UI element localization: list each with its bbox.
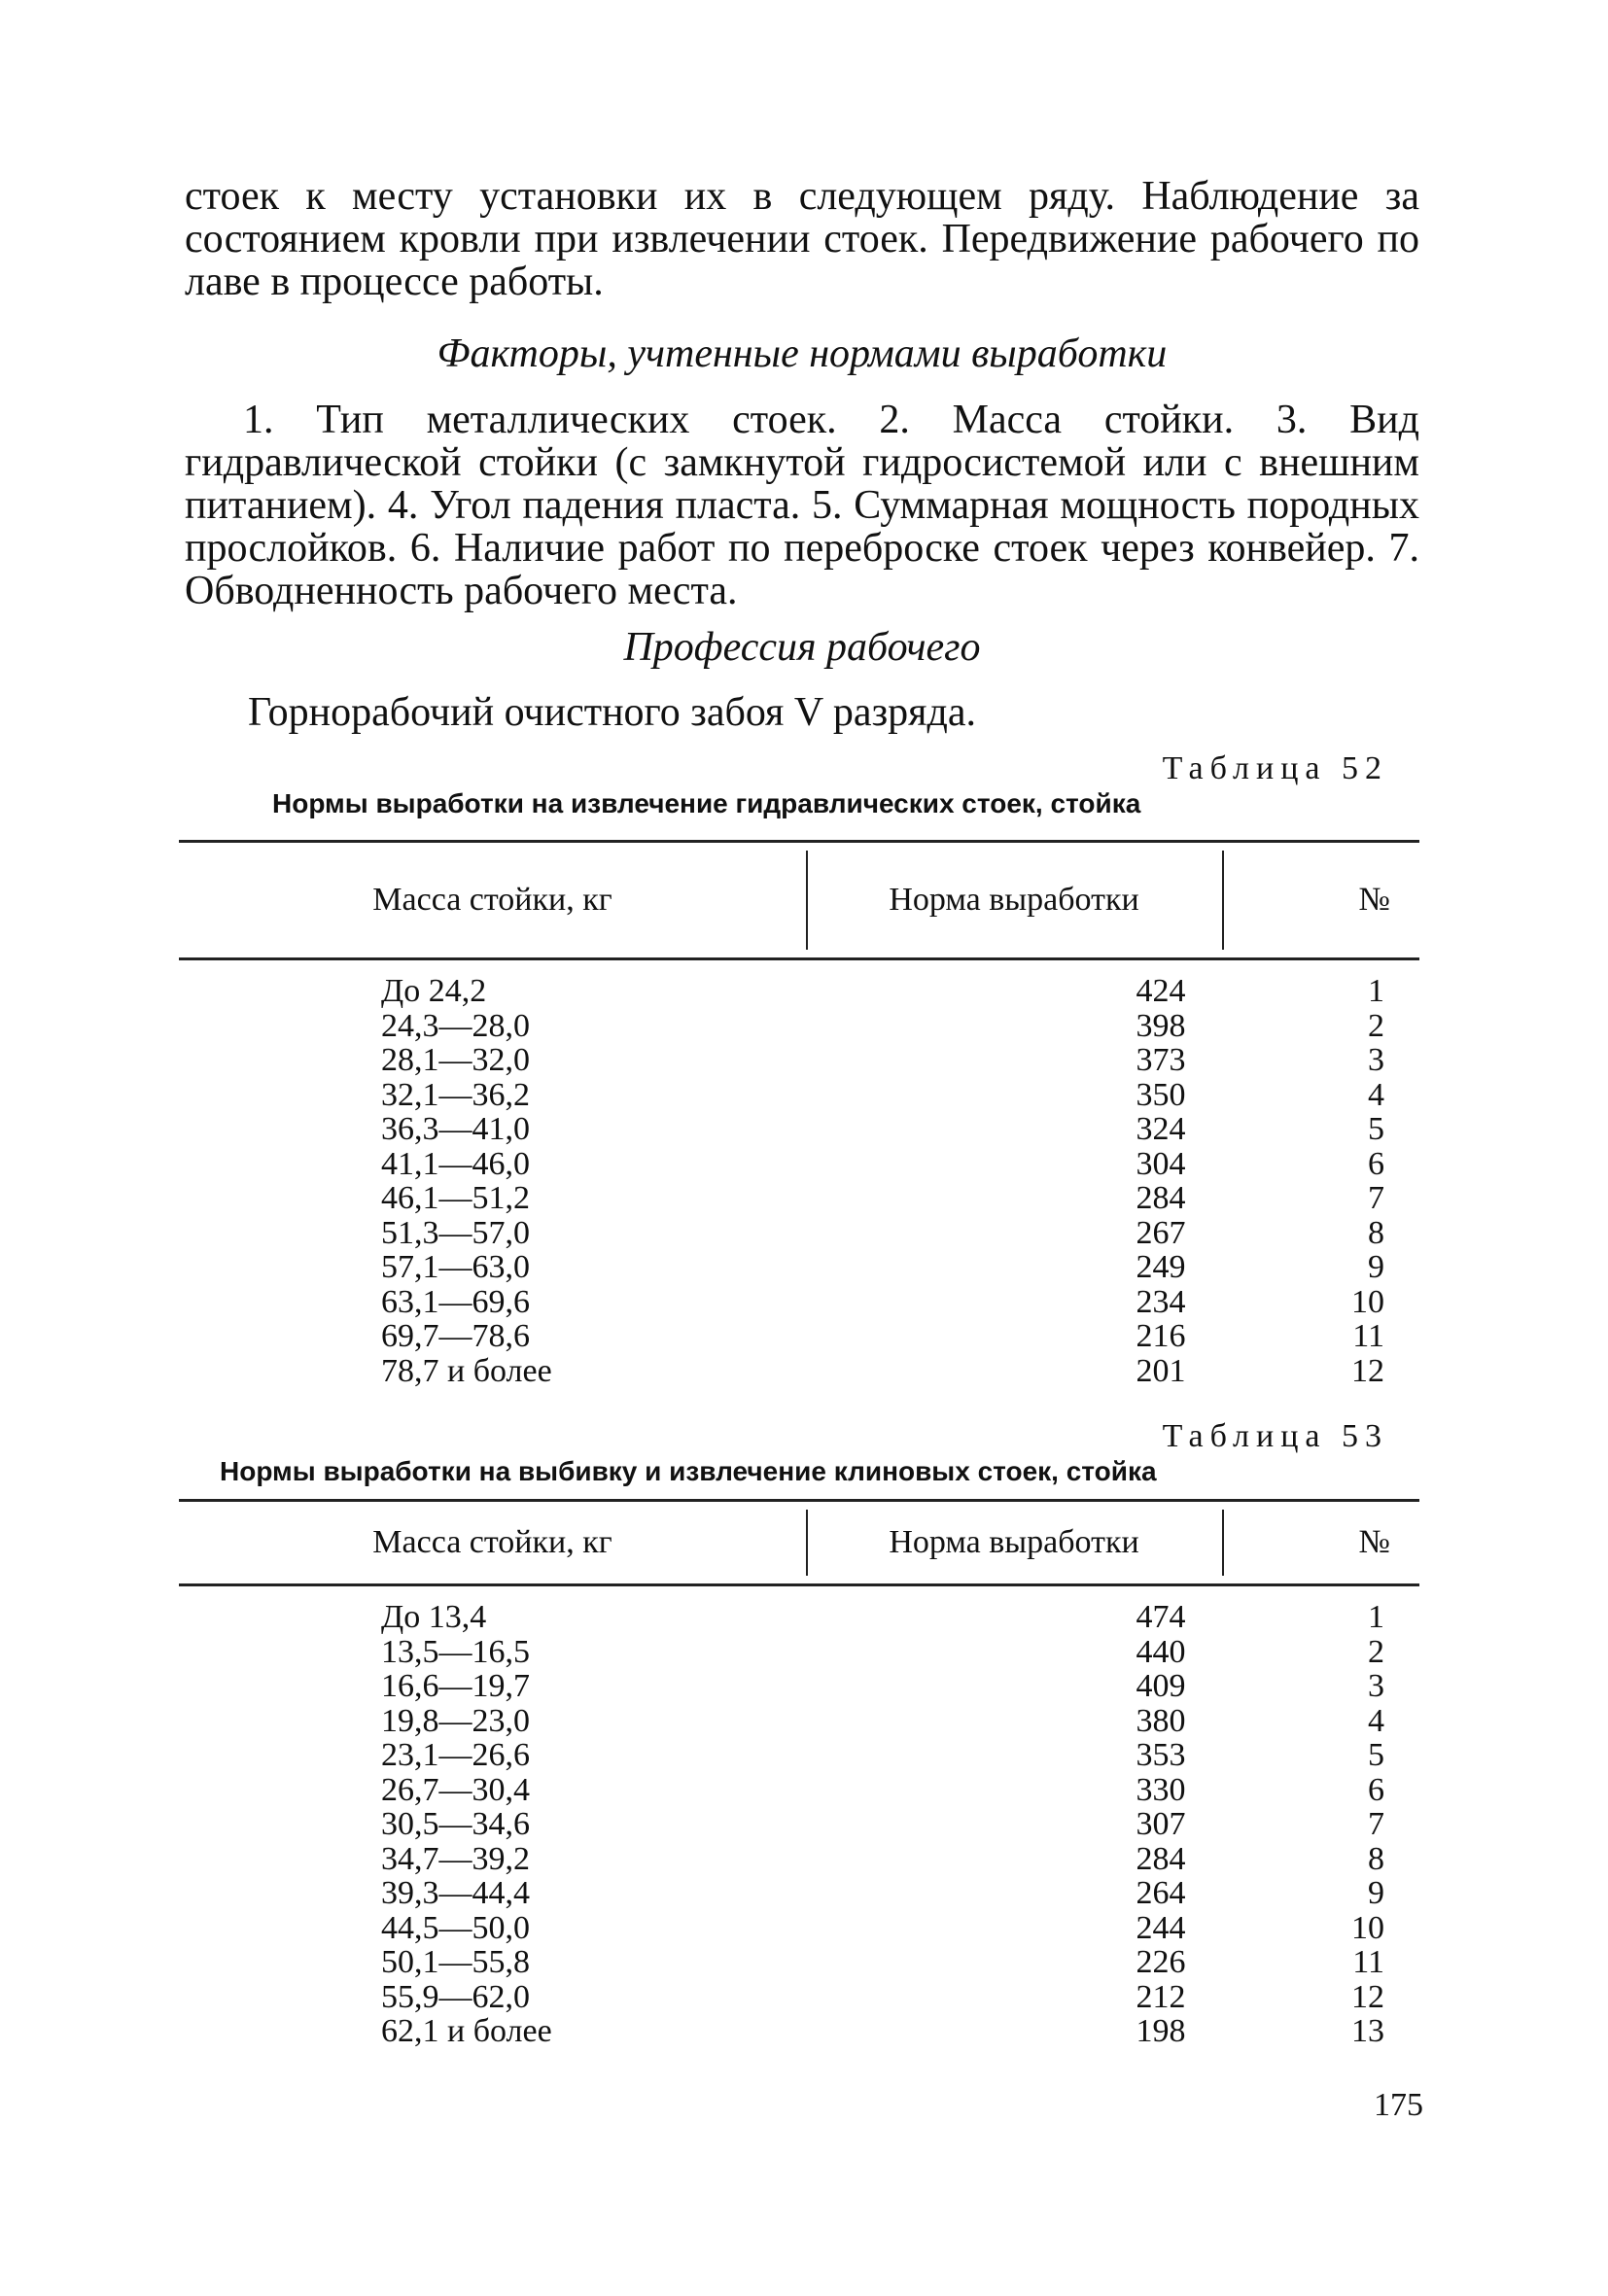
cell-number: 12	[1351, 1978, 1384, 2015]
table-row	[179, 1285, 1419, 1320]
cell-mass: 46,1—51,2	[381, 1180, 530, 1216]
cell-number: 4	[1368, 1076, 1384, 1113]
factors-text: 1. Тип металлических стоек. 2. Масса стойки. 3. Вид гидравлической стойки (с замкнутой гидросистемой или с внешним питанием). 4. Угол падения пласта. 5. Суммарная мощность породных прослойков. 6. Наличие работ по переброске стоек через конвейер. 7. Обводненность рабочего места.	[185, 398, 1419, 613]
cell-number: 2	[1368, 1007, 1384, 1044]
header-norm: Норма выработки	[889, 882, 1139, 918]
column-divider	[1222, 1510, 1224, 1576]
table-row	[179, 1876, 1419, 1911]
table-53	[179, 1499, 1419, 2049]
cell-mass: 32,1—36,2	[381, 1076, 530, 1113]
cell-mass: 63,1—69,6	[381, 1283, 530, 1320]
profession-text: Горнорабочий очистного забоя V разряда.	[248, 690, 976, 735]
cell-mass: 78,7 и более	[381, 1352, 552, 1389]
table-row	[179, 1078, 1419, 1113]
table-header	[179, 1502, 1419, 1583]
table-row	[179, 974, 1419, 1009]
cell-norm: 234	[1136, 1283, 1186, 1320]
cell-norm: 284	[1136, 1840, 1186, 1877]
header-norm: Норма выработки	[889, 1524, 1139, 1560]
table-row	[179, 1842, 1419, 1877]
cell-mass: 69,7—78,6	[381, 1318, 530, 1354]
cell-number: 11	[1352, 1944, 1384, 1980]
cell-norm: 264	[1136, 1875, 1186, 1911]
table-row	[179, 1911, 1419, 1946]
cell-number: 12	[1351, 1352, 1384, 1389]
cell-norm: 373	[1136, 1042, 1186, 1078]
cell-norm: 424	[1136, 973, 1186, 1009]
cell-mass: 44,5—50,0	[381, 1909, 530, 1946]
cell-number: 2	[1368, 1633, 1384, 1670]
cell-norm: 216	[1136, 1318, 1186, 1354]
profession-heading: Профессия рабочего	[623, 625, 981, 670]
table-row	[179, 1009, 1419, 1044]
column-divider	[806, 851, 808, 950]
header-mass: Масса стойки, кг	[372, 882, 612, 918]
cell-number: 7	[1368, 1180, 1384, 1216]
cell-mass: 50,1—55,8	[381, 1944, 530, 1980]
cell-number: 1	[1368, 973, 1384, 1009]
cell-norm: 350	[1136, 1076, 1186, 1113]
cell-number: 7	[1368, 1806, 1384, 1842]
cell-number: 6	[1368, 1145, 1384, 1182]
cell-norm: 201	[1136, 1352, 1186, 1389]
table-row	[179, 1807, 1419, 1842]
cell-number: 13	[1351, 2013, 1384, 2049]
table-row	[179, 1600, 1419, 1635]
cell-number: 11	[1352, 1318, 1384, 1354]
cell-mass: 39,3—44,4	[381, 1875, 530, 1911]
cell-norm: 324	[1136, 1111, 1186, 1147]
cell-number: 8	[1368, 1840, 1384, 1877]
cell-number: 1	[1368, 1599, 1384, 1635]
cell-number: 9	[1368, 1875, 1384, 1911]
cell-norm: 330	[1136, 1771, 1186, 1808]
cell-mass: 36,3—41,0	[381, 1111, 530, 1147]
paragraph-continuation: стоек к месту установки их в следующем ряду. Наблюдение за состоянием кровли при извлечении стоек. Передвижение рабочего по лаве в процессе работы.	[185, 174, 1419, 304]
cell-number: 4	[1368, 1702, 1384, 1739]
table-row	[179, 1704, 1419, 1739]
cell-mass: 13,5—16,5	[381, 1633, 530, 1670]
table-row	[179, 1319, 1419, 1354]
cell-mass: 55,9—62,0	[381, 1978, 530, 2015]
cell-mass: 62,1 и более	[381, 2013, 552, 2049]
cell-mass: 23,1—26,6	[381, 1737, 530, 1773]
cell-mass: 51,3—57,0	[381, 1214, 530, 1251]
cell-norm: 249	[1136, 1249, 1186, 1285]
cell-number: 6	[1368, 1771, 1384, 1808]
cell-number: 10	[1351, 1283, 1384, 1320]
cell-number: 5	[1368, 1737, 1384, 1773]
cell-mass: До 24,2	[381, 973, 487, 1009]
header-number: №	[1358, 882, 1390, 918]
table-row	[179, 1980, 1419, 2015]
cell-number: 5	[1368, 1111, 1384, 1147]
cell-mass: 16,6—19,7	[381, 1668, 530, 1704]
table-body	[179, 960, 1419, 1388]
cell-norm: 212	[1136, 1978, 1186, 2015]
header-mass: Масса стойки, кг	[372, 1524, 612, 1560]
cell-norm: 226	[1136, 1944, 1186, 1980]
cell-norm: 353	[1136, 1737, 1186, 1773]
cell-norm: 304	[1136, 1145, 1186, 1182]
cell-number: 9	[1368, 1249, 1384, 1285]
table-row	[179, 1112, 1419, 1147]
table-body	[179, 1586, 1419, 2049]
cell-mass: 57,1—63,0	[381, 1249, 530, 1285]
column-divider	[1222, 851, 1224, 950]
cell-mass: 24,3—28,0	[381, 1007, 530, 1044]
table-row	[179, 2014, 1419, 2049]
factors-heading: Факторы, учтенные нормами выработки	[437, 331, 1168, 376]
header-number: №	[1358, 1524, 1390, 1560]
table-53-label: Таблица 53	[1162, 1418, 1388, 1454]
table-row	[179, 1635, 1419, 1670]
table-row	[179, 1773, 1419, 1808]
cell-mass: 19,8—23,0	[381, 1702, 530, 1739]
cell-mass: 41,1—46,0	[381, 1145, 530, 1182]
table-row	[179, 1147, 1419, 1182]
table-52	[179, 840, 1419, 1388]
table-row	[179, 1945, 1419, 1980]
cell-mass: 30,5—34,6	[381, 1806, 530, 1842]
cell-norm: 440	[1136, 1633, 1186, 1670]
table-row	[179, 1250, 1419, 1285]
cell-norm: 244	[1136, 1909, 1186, 1946]
table-52-title: Нормы выработки на извлечение гидравлических стоек, стойка	[272, 788, 1141, 818]
cell-mass: 28,1—32,0	[381, 1042, 530, 1078]
table-row	[179, 1738, 1419, 1773]
cell-norm: 307	[1136, 1806, 1186, 1842]
table-header	[179, 843, 1419, 957]
cell-norm: 267	[1136, 1214, 1186, 1251]
table-52-label: Таблица 52	[1162, 750, 1388, 786]
cell-norm: 380	[1136, 1702, 1186, 1739]
column-divider	[806, 1510, 808, 1576]
table-row	[179, 1043, 1419, 1078]
page-number: 175	[1374, 2087, 1423, 2123]
cell-number: 3	[1368, 1042, 1384, 1078]
table-row	[179, 1669, 1419, 1704]
cell-norm: 198	[1136, 2013, 1186, 2049]
table-row	[179, 1354, 1419, 1389]
cell-norm: 284	[1136, 1180, 1186, 1216]
cell-mass: До 13,4	[381, 1599, 487, 1635]
table-53-title: Нормы выработки на выбивку и извлечение клиновых стоек, стойка	[220, 1456, 1157, 1486]
cell-norm: 474	[1136, 1599, 1186, 1635]
cell-mass: 26,7—30,4	[381, 1771, 530, 1808]
table-row	[179, 1216, 1419, 1251]
cell-mass: 34,7—39,2	[381, 1840, 530, 1877]
cell-norm: 409	[1136, 1668, 1186, 1704]
cell-number: 8	[1368, 1214, 1384, 1251]
cell-number: 10	[1351, 1909, 1384, 1946]
cell-norm: 398	[1136, 1007, 1186, 1044]
table-row	[179, 1181, 1419, 1216]
cell-number: 3	[1368, 1668, 1384, 1704]
